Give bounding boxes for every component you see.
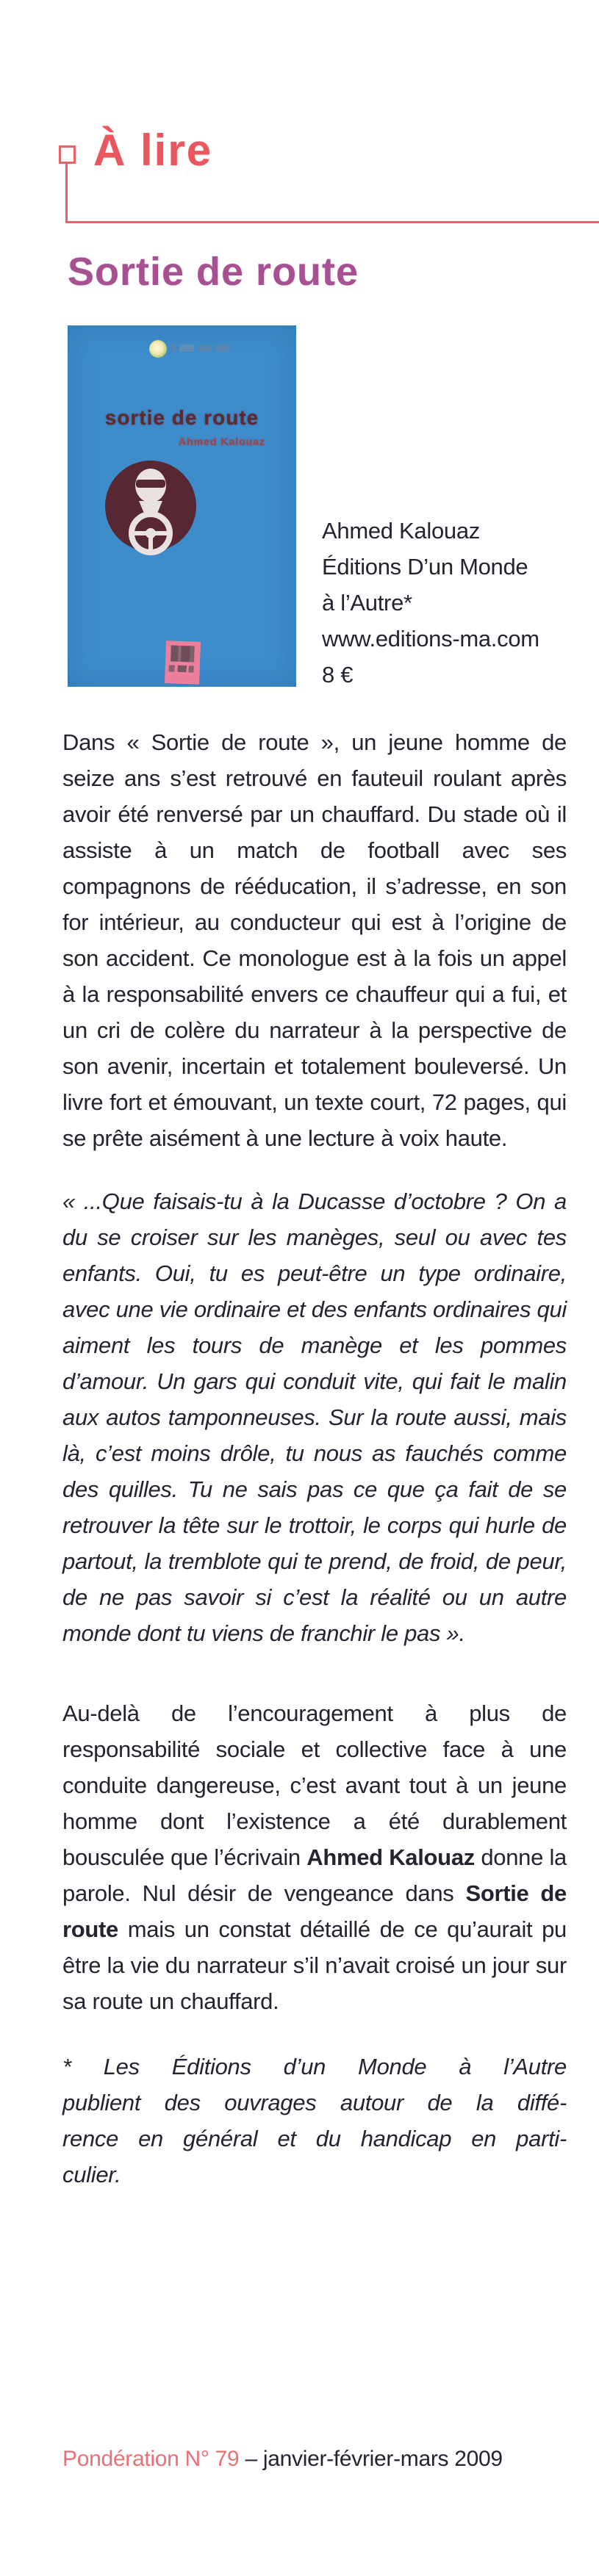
footnote — [62, 2049, 567, 2193]
book-info-price: 8 € — [322, 662, 354, 688]
commentary-author-bold: Ahmed Kalouaz — [306, 1844, 475, 1870]
rubric-title: À lire — [93, 126, 213, 175]
book-cover — [68, 325, 296, 687]
footnote-line: * Les Éditions d’un Monde à l’Autre — [62, 2054, 567, 2079]
article-title: Sortie de route — [68, 250, 359, 294]
paragraph-commentary — [62, 1695, 567, 2019]
book-info-publisher-line1: Éditions D’un Monde — [322, 554, 528, 580]
publisher-logo-text — [172, 344, 229, 352]
book-info-author: Ahmed Kalouaz — [322, 518, 480, 544]
sticker-print-marks — [169, 665, 194, 672]
commentary-title-bold: Sortie de route — [62, 1880, 567, 1942]
footnote-line: publient des ouvrages autour de la diffé- — [62, 2090, 567, 2115]
book-info-publisher-line2: à l’Autre* — [322, 590, 412, 616]
cover-title: sortie de route — [104, 406, 259, 429]
rubric-corner-square-icon — [59, 145, 76, 164]
footnote-line: culier. — [62, 2162, 121, 2187]
price-sticker — [165, 641, 201, 685]
commentary-text: Au-delà de l’encouragement à plus de responsabilité sociale et collective face à une conduite dangereuse, c’est avant tout à un jeune homme dont l’existence a été durablement bousculée que l’écrivain — [62, 1700, 567, 1870]
rubric-horizontal-rule — [65, 221, 599, 223]
page-footer — [62, 2446, 503, 2472]
footnote-line: rence en général et du handicap en parti- — [62, 2126, 567, 2151]
sticker-print-marks — [171, 645, 195, 662]
footer-issue-date: – janvier-février-mars 2009 — [245, 2447, 503, 2471]
rubric-vertical-rule — [65, 164, 68, 222]
driver-steering-wheel-icon — [105, 461, 196, 556]
paragraph-summary: Dans « Sortie de route », un jeune homme de seize ans s’est retrouvé en fauteuil roulant après avoir été renversé par un chauffard. Du stade où il assiste à un match de football avec ses compagnons de rééducation, il s’adresse, en son for intérieur, au conducteur qui est à l’origine de son accident. Ce monologue est à la fois un appel à la responsabilité envers ce chauffeur qui a fui, et un cri de colère du narrateur à la perspective de son avenir, incertain et totalement bouleversé. Un livre fort et émouvant, un texte court, 72 pages, qui se prête aisément à une lecture à voix haute. — [62, 729, 567, 1151]
book-info-website: www.editions-ma.com — [322, 626, 539, 652]
book-info — [322, 513, 539, 693]
article-body — [62, 724, 567, 2193]
paragraph-book-quote: « ...Que faisais-tu à la Ducasse d’octobre ? On a du se croiser sur les manèges, seul ou avec tes enfants. Oui, tu es peut-être un type ordinaire, avec une vie ordinaire et des enfants ordinaires qui aiment les tours de manège et les pommes d’amour. Un gars qui conduit vite, qui fait le malin aux autos tamponneuses. Sur la route aussi, mais là, c’est moins drôle, tu nous as fauchés comme des quilles. Tu ne sais pas ce que ça fait de se retrouver la tête sur le trottoir, le corps qui hurle de partout, la tremblote qui te prend, de froid, de peur, de ne pas savoir si c’est la réalité ou un autre monde dont tu viens de franchir le pas ». — [62, 1188, 567, 1646]
footer-magazine-name: Pondération N° 79 — [62, 2447, 240, 2471]
cover-author: Ahmed Kalouaz — [178, 436, 265, 447]
commentary-text: mais un constat détaillé de ce qu’aurait pu être la vie du narrateur s’il n’avait croisé un jour sur sa route un chauffard. — [62, 1916, 567, 2014]
publisher-logo-icon — [149, 340, 167, 358]
commentary-text: donne la parole. Nul désir de vengeance dans — [62, 1844, 567, 1906]
